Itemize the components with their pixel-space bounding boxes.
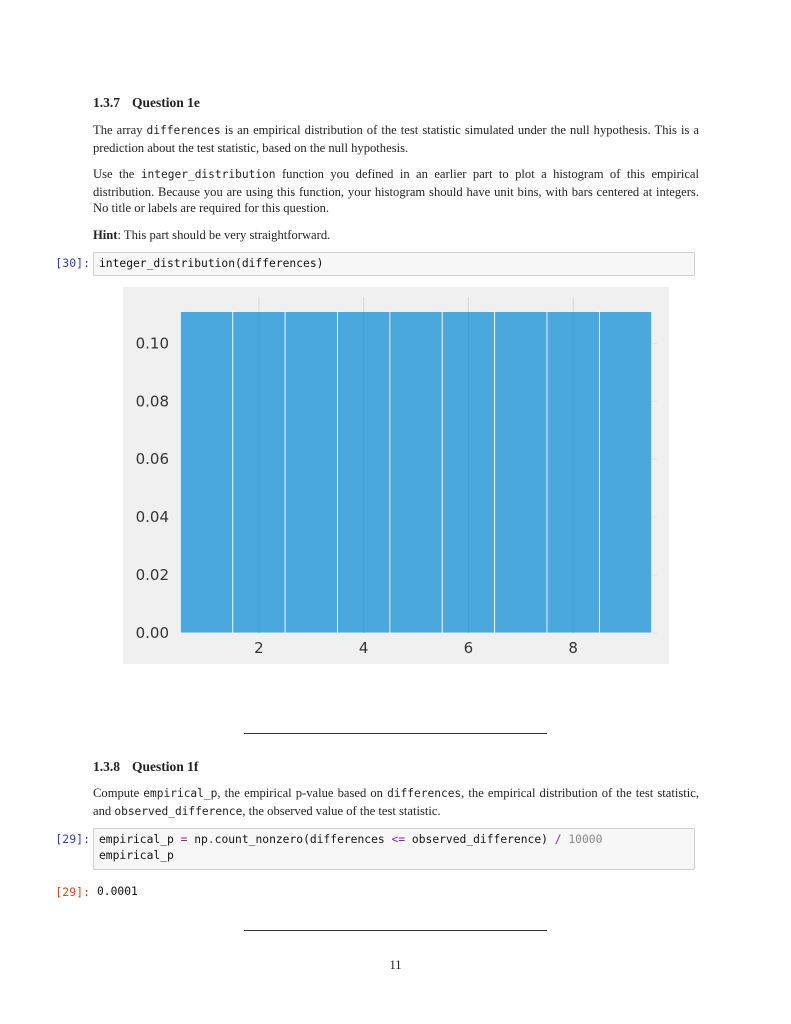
histogram-chart [123,287,669,664]
input-prompt: [29]: [55,832,90,846]
text-fragment: function you defined in an earlier part to plot a histogram of this empirical distribution. Because you are using this function, your histogram should have unit bins, with bars centered at integers. No title or labels are required for this question. [93,167,699,215]
text-fragment: , the observed value of the test statistic. [242,803,441,818]
code-operator: / [554,833,562,846]
inline-code: observed_difference [114,804,243,818]
code-line: integer_distribution(differences) [99,257,324,270]
histogram-bar [390,311,442,633]
y-tick-label: 0.04 [135,508,169,527]
paragraph-instructions [93,166,699,217]
paragraph-differences-description [93,122,699,156]
text-fragment: The array [93,123,147,137]
hint-label: Hint [93,228,118,242]
code-token: np [187,833,208,846]
histogram-bar [495,311,547,633]
inline-code: differences [387,787,462,800]
text-fragment: Compute [93,786,144,800]
histogram-bar [285,311,337,633]
y-tick-label: 0.06 [135,450,169,469]
hint-paragraph [93,227,699,244]
y-tick-label: 0.10 [135,334,169,353]
code-line: empirical_p [99,849,174,862]
code-token: observed_difference) [405,833,555,846]
output-prompt: [29]: [55,885,90,899]
section-title: Question 1e [132,95,200,110]
code-operator: = [180,833,188,846]
code-token: empirical_p [99,833,181,846]
text-fragment: , the empirical distribution of the test statistic, and [93,786,699,818]
text-fragment: , the empirical p-value based on [217,786,388,800]
x-tick-label: 6 [463,639,474,657]
input-prompt: [30]: [55,256,90,270]
section-divider [244,733,547,734]
section-title: Question 1f [132,759,199,774]
section-number: 1.3.7 [93,95,120,110]
hint-text: : This part should be very straightforward. [117,228,331,242]
inline-code: empirical_p [143,787,218,800]
x-tick-label: 8 [568,639,578,657]
section-heading-1f [93,759,198,775]
inline-code: differences [146,124,221,137]
inline-code: integer_distribution [140,168,276,181]
x-tick-label: 4 [358,639,369,657]
paragraph-empirical-p [93,785,699,820]
code-cell[interactable] [93,828,695,870]
y-tick-label: 0.00 [135,624,169,642]
code-operator: . [207,833,215,846]
text-fragment: Use the [93,167,141,181]
y-tick-label: 0.08 [135,392,169,411]
code-operator: <= [391,833,406,846]
section-heading-1e [93,95,200,111]
output-value: 0.0001 [97,885,138,898]
section-divider [244,930,547,931]
page-number: 11 [389,958,402,972]
y-tick-label: 0.02 [135,566,169,585]
text-fragment: is an empirical distribution of the test statistic simulated under the null hypothesis. This is a prediction about the test statistic, based on the null hypothesis. [93,123,699,155]
code-line [99,832,694,848]
code-number: 10000 [561,833,603,846]
code-token: count_nonzero(differences [214,833,392,846]
x-tick-label: 2 [254,639,264,657]
section-number: 1.3.8 [93,759,120,774]
histogram-bar [180,311,232,633]
code-cell[interactable] [93,252,695,276]
histogram-bar [599,311,651,633]
